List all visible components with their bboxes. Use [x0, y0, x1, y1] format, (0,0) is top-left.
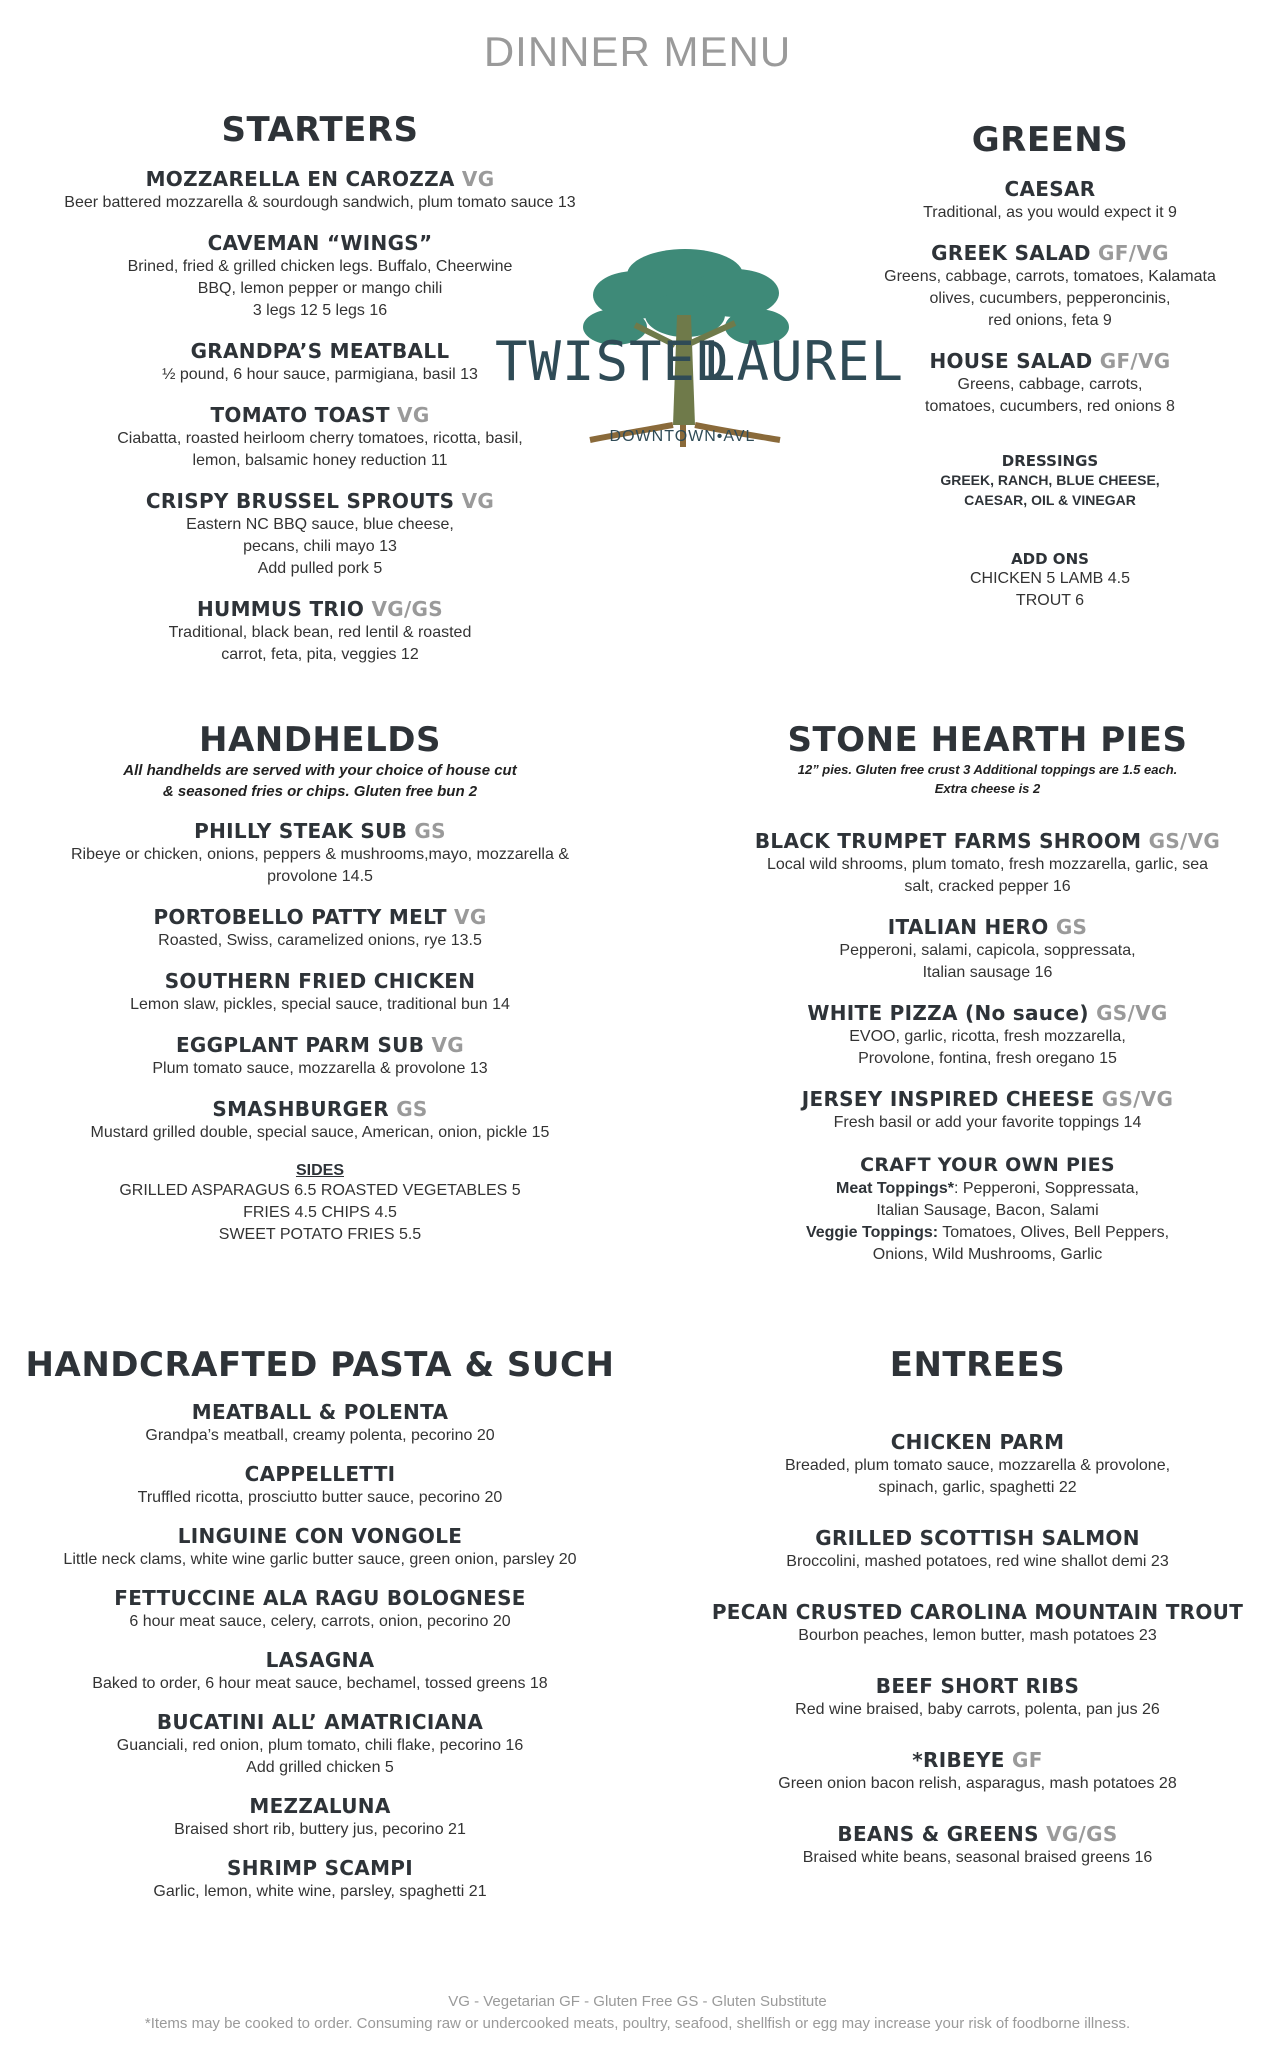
menu-item-description: Brined, fried & grilled chicken legs. Buffalo, Cheerwine BBQ, lemon pepper or mango chili 3 legs 12 5 legs 16 [127, 258, 513, 319]
menu-item-description: Mustard grilled double, special sauce, American, onion, pickle 15 [90, 1124, 550, 1141]
menu-item-title: SOUTHERN FRIED CHICKEN [164, 969, 476, 993]
menu-item-title: MOZZARELLA EN CAROZZA [145, 167, 455, 191]
menu-item-name [20, 1523, 620, 1549]
starters-title: STARTERS [221, 110, 419, 150]
craft-your-own-title: CRAFT YOUR OWN PIES [860, 1154, 1115, 1176]
menu-item-name [845, 348, 1255, 374]
menu-item [20, 596, 620, 666]
dietary-tag: VG/GS [1046, 1822, 1118, 1846]
menu-item-description: Braised short rib, buttery jus, pecorino 21 [174, 1821, 466, 1838]
menu-item-description: Lemon slaw, pickles, special sauce, traditional bun 14 [130, 996, 510, 1013]
dietary-tag: VG/GS [371, 597, 443, 621]
menu-item-title: CAVEMAN “WINGS” [207, 231, 433, 255]
menu-item-title: FETTUCCINE ALA RAGU BOLOGNESE [114, 1586, 526, 1610]
menu-item-description: Ribeye or chicken, onions, peppers & mushrooms,mayo, mozzarella & provolone 14.5 [71, 846, 569, 885]
menu-item-title: HOUSE SALAD [929, 349, 1093, 373]
menu-item [20, 488, 620, 580]
menu-item [20, 1399, 620, 1447]
menu-item-description: Local wild shrooms, plum tomato, fresh mozzarella, garlic, sea salt, cracked pepper 16 [766, 856, 1209, 895]
menu-item-description: Truffled ricotta, prosciutto butter sauce, pecorino 20 [137, 1489, 503, 1506]
menu-item-title: JERSEY INSPIRED CHEESE [801, 1087, 1095, 1111]
menu-item [720, 1000, 1255, 1070]
dietary-tag: VG [461, 167, 495, 191]
dietary-tag: VG [397, 403, 430, 427]
dressings-title: DRESSINGS [1001, 452, 1099, 470]
menu-item-description: Greens, cabbage, carrots, tomatoes, Kalamata olives, cucumbers, pepperoncinis, red onions, feta 9 [884, 268, 1216, 329]
menu-item-name [20, 1461, 620, 1487]
menu-item-title: GREEK SALAD [931, 241, 1091, 265]
menu-item-name [700, 1673, 1255, 1699]
addons-list: CHICKEN 5 LAMB 4.5 TROUT 6 [969, 570, 1131, 609]
menu-item-description: Little neck clams, white wine garlic butter sauce, green onion, parsley 20 [63, 1551, 577, 1568]
pies-list [720, 828, 1255, 1134]
menu-item-description: 6 hour meat sauce, celery, carrots, onion, pecorino 20 [129, 1613, 511, 1630]
menu-item [720, 914, 1255, 984]
menu-item-title: CHICKEN PARM [890, 1430, 1065, 1454]
entrees-title: ENTREES [889, 1345, 1066, 1385]
menu-item-title: ITALIAN HERO [887, 915, 1049, 939]
menu-item [700, 1747, 1255, 1795]
pies-section [720, 720, 1255, 1266]
logo-word-laurel: LAUREL [703, 330, 905, 393]
entrees-section [700, 1345, 1255, 1869]
menu-item-title: PHILLY STEAK SUB [194, 819, 408, 843]
menu-item-name [20, 818, 620, 844]
menu-item-name [700, 1525, 1255, 1551]
menu-item [20, 1096, 620, 1144]
menu-item-description: Green onion bacon relish, asparagus, mash potatoes 28 [778, 1775, 1177, 1792]
diet-legend: VG - Vegetarian GF - Gluten Free GS - Gluten Substitute [448, 1993, 827, 2010]
sides-title: SIDES [295, 1162, 344, 1179]
menu-item-description: Greens, cabbage, carrots, tomatoes, cucumbers, red onions 8 [925, 376, 1175, 415]
dietary-tag: GS [414, 819, 446, 843]
menu-item-name [20, 1647, 620, 1673]
menu-item-name [20, 1709, 620, 1735]
pies-note: 12” pies. Gluten free crust 3 Additional toppings are 1.5 each. Extra cheese is 2 [797, 762, 1178, 796]
dietary-tag: VG [454, 905, 487, 929]
pasta-title: HANDCRAFTED PASTA & SUCH [25, 1345, 615, 1385]
dietary-tag: GS [1055, 915, 1088, 939]
menu-item-description: Braised white beans, seasonal braised greens 16 [802, 1849, 1153, 1866]
menu-item-name [20, 596, 620, 622]
menu-item-name [700, 1747, 1255, 1773]
menu-item-name [20, 1855, 620, 1881]
menu-item-description: ½ pound, 6 hour sauce, parmigiana, basil 13 [162, 366, 478, 383]
menu-item [845, 240, 1255, 332]
menu-item-description: Roasted, Swiss, caramelized onions, rye 13.5 [158, 932, 482, 949]
menu-item-description: Pepperoni, salami, capicola, soppressata, Italian sausage 16 [839, 942, 1136, 981]
menu-item-title: BEEF SHORT RIBS [875, 1674, 1080, 1698]
menu-item [20, 968, 620, 1016]
menu-item-name [20, 904, 620, 930]
meat-toppings-text: : Pepperoni, Soppressata, Italian Sausage, Bacon, Salami [876, 1180, 1139, 1219]
menu-item-name [720, 914, 1255, 940]
veggie-toppings-label: Veggie Toppings: [805, 1224, 939, 1241]
veggie-toppings-text: Tomatoes, Olives, Bell Peppers, Onions, Wild Mushrooms, Garlic [872, 1224, 1170, 1263]
handhelds-note: All handhelds are served with your choice of house cut & seasoned fries or chips. Gluten free bun 2 [123, 762, 517, 800]
menu-item [20, 1709, 620, 1779]
menu-item [700, 1599, 1255, 1647]
entrees-list [700, 1429, 1255, 1869]
menu-item-name [20, 1032, 620, 1058]
menu-item-description: Guanciali, red onion, plum tomato, chili flake, pecorino 16 Add grilled chicken 5 [116, 1737, 524, 1776]
menu-item-description: EVOO, garlic, ricotta, fresh mozzarella, Provolone, fontina, fresh oregano 15 [849, 1028, 1126, 1067]
menu-item-title: CRISPY BRUSSEL SPROUTS [145, 489, 455, 513]
menu-item [720, 828, 1255, 898]
menu-item-description: Fresh basil or add your favorite toppings 14 [833, 1114, 1142, 1131]
meat-toppings [720, 1178, 1255, 1222]
menu-item [20, 1793, 620, 1841]
handhelds-section [20, 720, 620, 1246]
menu-item [20, 166, 620, 214]
menu-item-title: LINGUINE CON VONGOLE [177, 1524, 463, 1548]
menu-item [700, 1525, 1255, 1573]
menu-item-name [20, 1096, 620, 1122]
dietary-tag: GS [396, 1097, 428, 1121]
menu-item-description: Plum tomato sauce, mozzarella & provolone 13 [152, 1060, 488, 1077]
menu-item-name [845, 176, 1255, 202]
menu-item-name [700, 1821, 1255, 1847]
menu-item-description: Grandpa’s meatball, creamy polenta, pecorino 20 [145, 1427, 495, 1444]
veggie-toppings [720, 1222, 1255, 1266]
menu-item-title: EGGPLANT PARM SUB [175, 1033, 425, 1057]
menu-item [20, 818, 620, 888]
dietary-tag: GS/VG [1101, 1087, 1174, 1111]
menu-item-description: Breaded, plum tomato sauce, mozzarella & provolone, spinach, garlic, spaghetti 22 [784, 1457, 1171, 1496]
menu-item-title: HUMMUS TRIO [197, 597, 365, 621]
pasta-list [20, 1399, 620, 1903]
menu-item-title: GRILLED SCOTTISH SALMON [815, 1526, 1140, 1550]
menu-item-title: WHITE PIZZA (No sauce) [807, 1001, 1089, 1025]
greens-list [845, 176, 1255, 418]
menu-item-title: PECAN CRUSTED CAROLINA MOUNTAIN TROUT [711, 1600, 1244, 1624]
menu-item-name [720, 828, 1255, 854]
menu-item [845, 348, 1255, 418]
menu-item-title: *RIBEYE [912, 1748, 1005, 1772]
menu-item [700, 1673, 1255, 1721]
menu-item-description: Garlic, lemon, white wine, parsley, spaghetti 21 [153, 1883, 487, 1900]
dietary-tag: GS/VG [1148, 829, 1221, 853]
restaurant-logo [495, 235, 905, 465]
menu-item-name [20, 488, 620, 514]
menu-item-description: Eastern NC BBQ sauce, blue cheese, pecans, chili mayo 13 Add pulled pork 5 [186, 516, 454, 577]
menu-item-description: Baked to order, 6 hour meat sauce, bechamel, tossed greens 18 [92, 1675, 548, 1692]
pies-title: STONE HEARTH PIES [787, 720, 1188, 760]
handhelds-list [20, 818, 620, 1144]
menu-item-description: Bourbon peaches, lemon butter, mash potatoes 23 [798, 1627, 1157, 1644]
menu-item-name [20, 1585, 620, 1611]
menu-item-title: GRANDPA’S MEATBALL [190, 339, 450, 363]
menu-item [20, 1647, 620, 1695]
menu-item [720, 1086, 1255, 1134]
menu-item-title: LASAGNA [265, 1648, 375, 1672]
menu-item-name [20, 166, 620, 192]
menu-item-title: BUCATINI ALL’ AMATRICIANA [156, 1710, 484, 1734]
menu-item [20, 1855, 620, 1903]
menu-item [700, 1429, 1255, 1499]
menu-item-description: Traditional, as you would expect it 9 [923, 204, 1177, 221]
menu-item [20, 1523, 620, 1571]
menu-item-name [20, 1399, 620, 1425]
disclaimer: *Items may be cooked to order. Consuming raw or undercooked meats, poultry, seafood, shellfish or egg may increase your risk of foodborne illness. [144, 2015, 1131, 2032]
menu-item [700, 1821, 1255, 1869]
handhelds-title: HANDHELDS [198, 720, 441, 760]
menu-item-name [720, 1000, 1255, 1026]
logo-subtitle: DOWNTOWN•AVL [609, 428, 756, 445]
dietary-tag: GF/VG [1099, 349, 1171, 373]
menu-item-title: PORTOBELLO PATTY MELT [153, 905, 447, 929]
menu-item-title: SHRIMP SCAMPI [227, 1856, 413, 1880]
dietary-tag: VG [431, 1033, 465, 1057]
dietary-tag: GF/VG [1098, 241, 1169, 265]
dietary-tag: GF [1012, 1748, 1043, 1772]
menu-item-description: Red wine braised, baby carrots, polenta, pan jus 26 [795, 1701, 1160, 1718]
menu-item-title: MEZZALUNA [249, 1794, 391, 1818]
menu-item-name [20, 1793, 620, 1819]
menu-item-name [845, 240, 1255, 266]
menu-item [20, 904, 620, 952]
meat-toppings-label: Meat Toppings* [836, 1180, 954, 1197]
menu-item [845, 176, 1255, 224]
sides-list: GRILLED ASPARAGUS 6.5 ROASTED VEGETABLES 5 FRIES 4.5 CHIPS 4.5 SWEET POTATO FRIES 5.5 [119, 1182, 521, 1243]
addons-title: ADD ONS [1011, 550, 1089, 568]
menu-item [20, 1032, 620, 1080]
menu-item-name [700, 1429, 1255, 1455]
menu-item-name [20, 968, 620, 994]
menu-item [20, 1585, 620, 1633]
menu-item-title: BEANS & GREENS [837, 1822, 1039, 1846]
menu-item-title: CAPPELLETTI [244, 1462, 396, 1486]
page-title: DINNER MENU [483, 28, 792, 75]
greens-section [845, 120, 1255, 612]
dressings-list: GREEK, RANCH, BLUE CHEESE, CAESAR, OIL & VINEGAR [940, 472, 1160, 508]
menu-item-name [700, 1599, 1255, 1625]
logo-word-twisted: TWISTED [495, 330, 730, 393]
menu-item-title: CAESAR [1004, 177, 1096, 201]
menu-item-description: Ciabatta, roasted heirloom cherry tomatoes, ricotta, basil, lemon, balsamic honey reduction 11 [117, 430, 523, 469]
menu-item-title: MEATBALL & POLENTA [191, 1400, 449, 1424]
menu-item [20, 1461, 620, 1509]
dietary-tag: GS/VG [1096, 1001, 1168, 1025]
pasta-section [20, 1345, 620, 1903]
menu-item-description: Beer battered mozzarella & sourdough sandwich, plum tomato sauce 13 [64, 194, 576, 211]
menu-item-description: Broccolini, mashed potatoes, red wine shallot demi 23 [786, 1553, 1169, 1570]
menu-item-title: TOMATO TOAST [210, 403, 390, 427]
greens-title: GREENS [971, 120, 1129, 160]
menu-item-name [720, 1086, 1255, 1112]
dietary-tag: VG [461, 489, 495, 513]
menu-item-description: Traditional, black bean, red lentil & roasted carrot, feta, pita, veggies 12 [168, 624, 472, 663]
menu-item-title: BLACK TRUMPET FARMS SHROOM [754, 829, 1142, 853]
menu-item-title: SMASHBURGER [212, 1097, 389, 1121]
